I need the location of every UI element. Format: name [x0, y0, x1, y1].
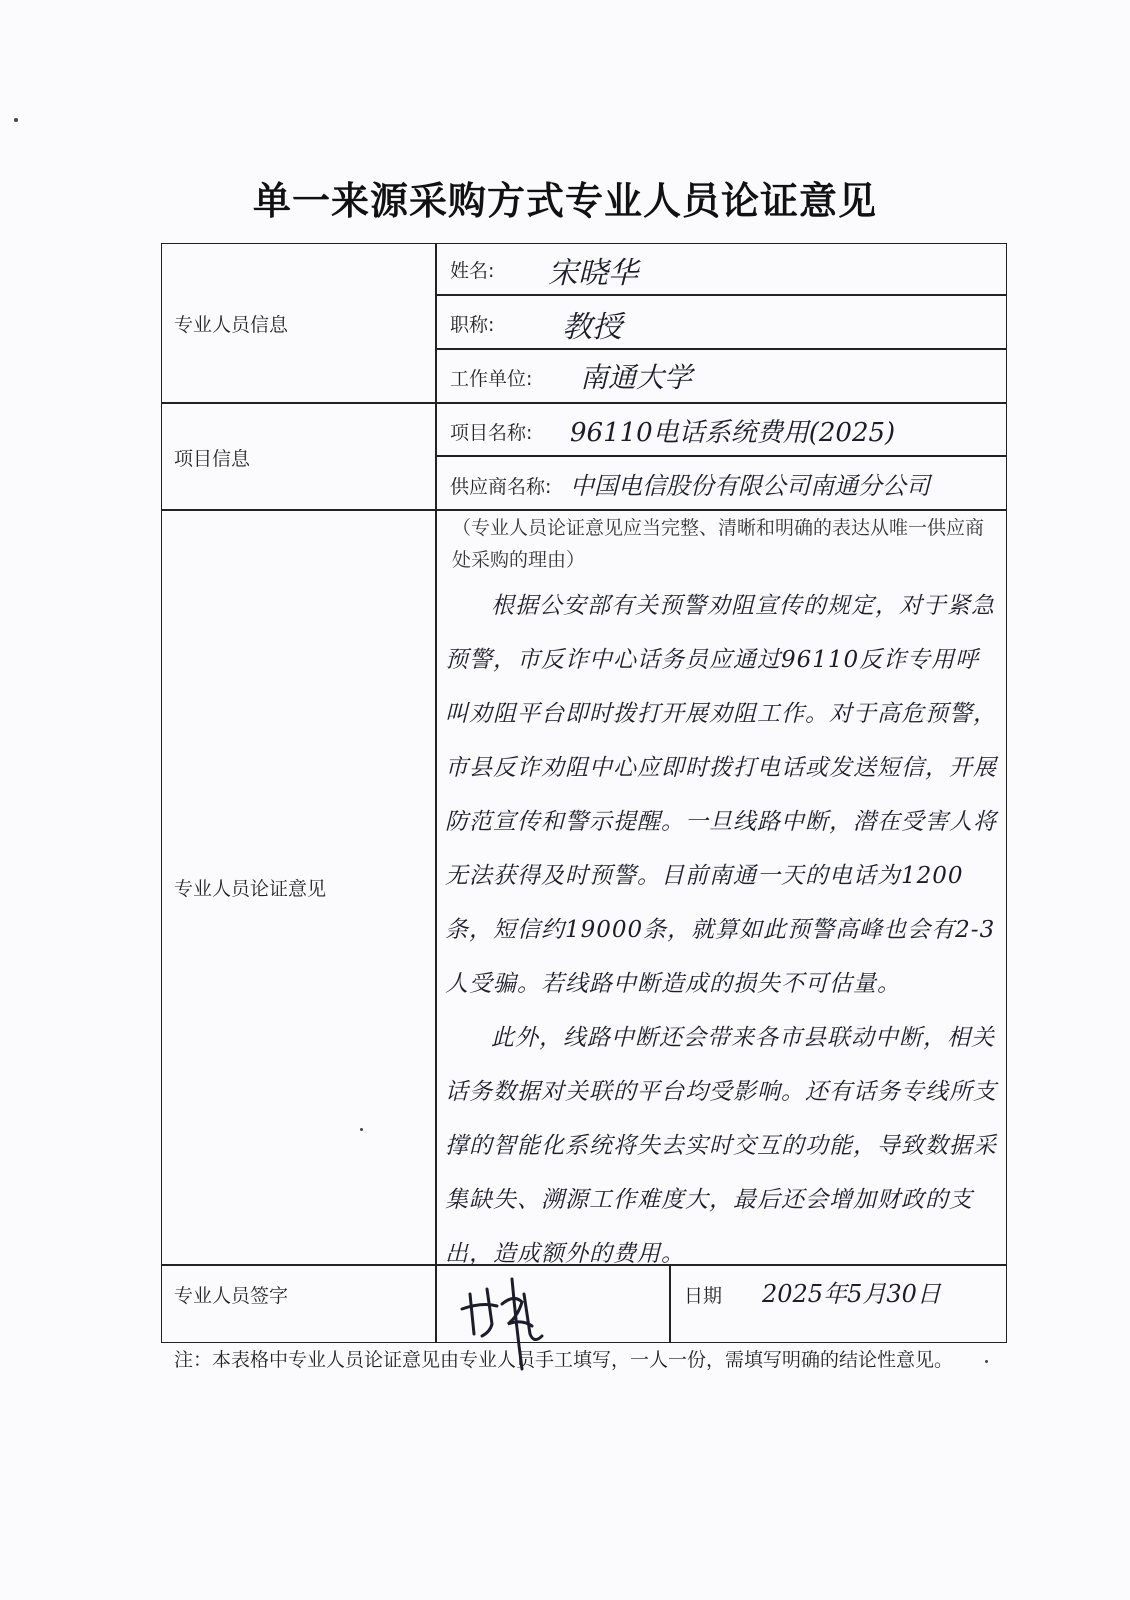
- project-name-value: 96110电话系统费用(2025): [570, 418, 896, 448]
- job-title-value: 教授: [562, 310, 622, 345]
- opinion-paragraph-2: 此外，线路中断还会带来各市县联动中断，相关话务数据对关联的平台均受影响。还有话务专线所支撑的智能化系统将失去实时交互的功能，导致数据采集缺失、溯源工作难度大，最后还会增加财政的支出，造成额外的费用。: [445, 1025, 997, 1267]
- opinion-text: [445, 579, 1000, 1281]
- page-title: 单一来源采购方式专业人员论证意见: [252, 179, 877, 223]
- column-divider: [435, 244, 437, 1264]
- employer-label: 工作单位:: [450, 368, 533, 390]
- section-divider: [162, 402, 1007, 404]
- employer-value: 南通大学: [580, 361, 693, 394]
- opinion-label: 专业人员论证意见: [174, 878, 327, 900]
- row-divider: [435, 294, 1007, 296]
- row-divider: [435, 348, 1007, 350]
- scan-speck: [14, 118, 18, 122]
- evaluation-form: [161, 243, 1007, 1343]
- supplier-value: 中国电信股份有限公司南通分公司: [570, 472, 930, 500]
- section-divider: [162, 509, 1007, 511]
- date-label: 日期: [684, 1285, 723, 1307]
- expert-info-label: 专业人员信息: [174, 314, 289, 336]
- project-info-label: 项目信息: [174, 448, 251, 470]
- opinion-hint: （专业人员论证意见应当完整、清晰和明确的表达从唯一供应商处采购的理由）: [452, 517, 985, 571]
- scan-speck: [360, 1128, 363, 1131]
- supplier-label: 供应商名称:: [450, 476, 552, 498]
- footnote: 注：本表格中专业人员论证意见由专业人员手工填写，一人一份，需填写明确的结论性意见。: [174, 1349, 954, 1371]
- opinion-paragraph-1: 根据公安部有关预警劝阻宣传的规定，对于紧急预警，市反诈中心话务员应通过96110反诈专用呼叫劝阻平台即时拨打开展劝阻工作。对于高危预警，市县反诈劝阻中心应即时拨打电话或发送短信，开展防范宣传和警示提醒。一旦线路中断，潜在受害人将无法获得及时预警。目前南通一天的电话为1200条，短信约19000条，就算如此预警高峰也会有2-3人受骗。若线路中断造成的损失不可估量。: [445, 593, 997, 997]
- name-value: 宋晓华: [548, 256, 638, 291]
- job-title-label: 职称:: [450, 314, 495, 336]
- project-name-label: 项目名称:: [450, 422, 533, 444]
- column-divider-bottom: [435, 1264, 437, 1342]
- row-divider: [435, 455, 1007, 457]
- signature-label: 专业人员签字: [174, 1285, 289, 1307]
- scan-speck: [985, 1360, 988, 1363]
- name-label: 姓名:: [450, 260, 495, 282]
- date-value: 2025年5月30日: [762, 1280, 941, 1308]
